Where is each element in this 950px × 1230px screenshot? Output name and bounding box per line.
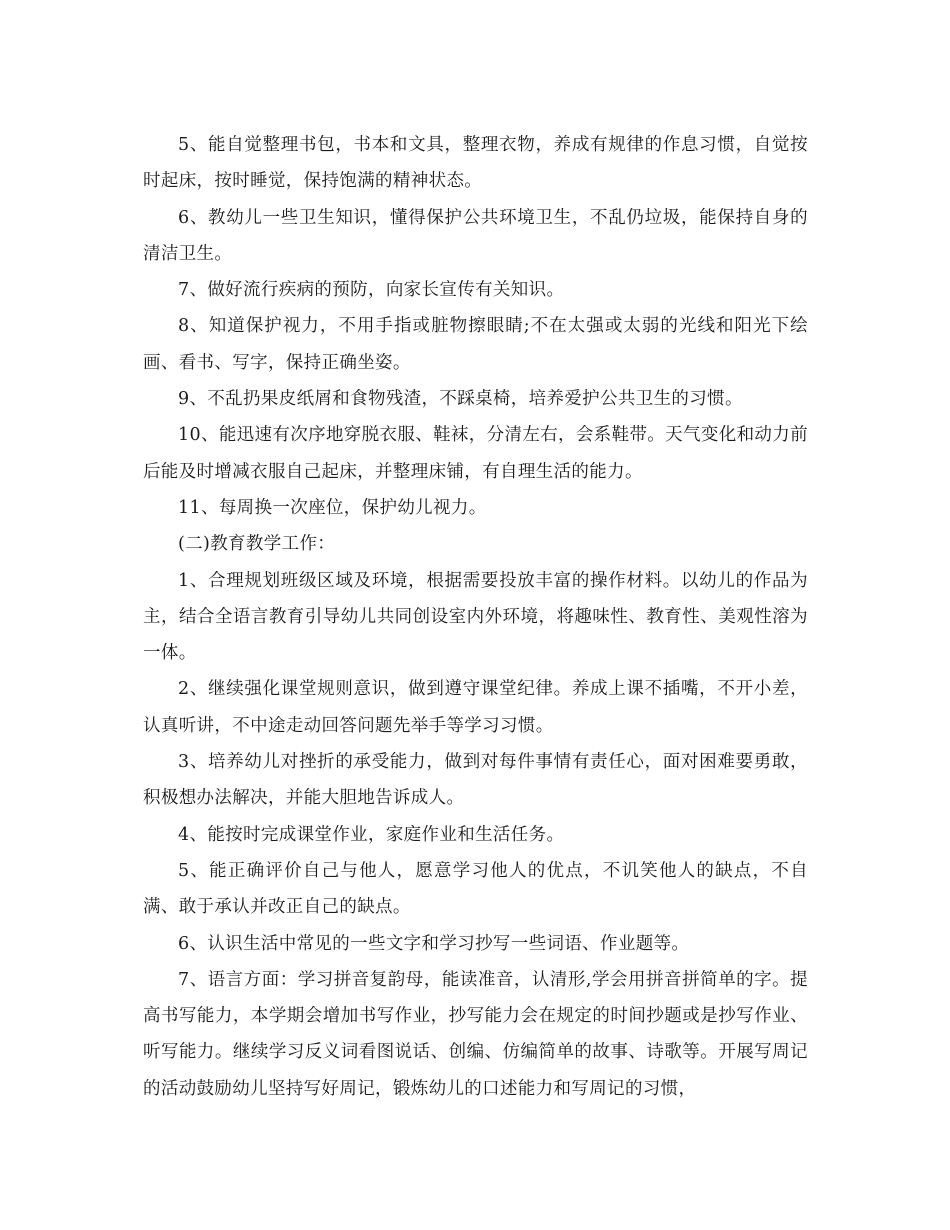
paragraph-14: 6、认识生活中常见的一些文字和学习抄写一些词语、作业题等。	[178, 933, 690, 954]
paragraph-6: 10、能迅速有次序地穿脱衣服、鞋袜，分清左右，会系鞋带。天气变化和动力前后能及时增减衣服自己起床，并整理床铺，有自理生活的能力。	[143, 425, 808, 482]
paragraph-15: 7、语言方面：学习拼音复韵母，能读准音，认清形,学会用拼音拼简单的字。提高书写能力，本学期会增加书写作业，抄写能力会在规定的时间抄题或是抄写作业、听写能力。继续学习反义词看图说话、创编、仿编简单的故事、诗歌等。开展写周记的活动鼓励幼儿坚持写好周记，锻炼幼儿的口述能力和写周记的习惯，	[143, 969, 808, 1099]
section-heading-education: (二)教育教学工作：	[178, 534, 336, 555]
paragraph-2: 6、教幼儿一些卫生知识，懂得保护公共环境卫生，不乱仍垃圾，能保持自身的清洁卫生。	[143, 207, 808, 264]
paragraph-4: 8、知道保护视力，不用手指或脏物擦眼睛;不在太强或太弱的光线和阳光下绘画、看书、写字，保持正确坐姿。	[143, 316, 808, 373]
paragraph-11: 3、培养幼儿对挫折的承受能力，做到对每件事情有责任心，面对困难要勇敢，积极想办法解决，并能大胆地告诉成人。	[143, 752, 808, 809]
document-body	[143, 127, 808, 1107]
paragraph-12: 4、能按时完成课堂作业，家庭作业和生活任务。	[178, 824, 565, 845]
paragraph-3: 7、做好流行疾病的预防，向家长宣传有关知识。	[178, 280, 565, 301]
paragraph-10: 2、继续强化课堂规则意识，做到遵守课堂纪律。养成上课不插嘴，不开小差，认真听讲，不中途走动回答问题先举手等学习习惯。	[143, 679, 808, 736]
paragraph-7: 11、每周换一次座位，保护幼儿视力。	[178, 497, 487, 518]
paragraph-9: 1、合理规划班级区域及环境，根据需要投放丰富的操作材料。以幼儿的作品为主，结合全语言教育引导幼儿共同创设室内外环境，将趣味性、教育性、美观性溶为一体。	[143, 570, 808, 664]
paragraph-5: 9、不乱扔果皮纸屑和食物残渣，不踩桌椅，培养爱护公共卫生的习惯。	[178, 389, 743, 410]
paragraph-1: 5、能自觉整理书包，书本和文具，整理衣物，养成有规律的作息习惯，自觉按时起床，按时睡觉，保持饱满的精神状态。	[143, 135, 808, 192]
paragraph-13: 5、能正确评价自己与他人，愿意学习他人的优点，不讥笑他人的缺点，不自满、敢于承认并改正自己的缺点。	[143, 860, 808, 918]
